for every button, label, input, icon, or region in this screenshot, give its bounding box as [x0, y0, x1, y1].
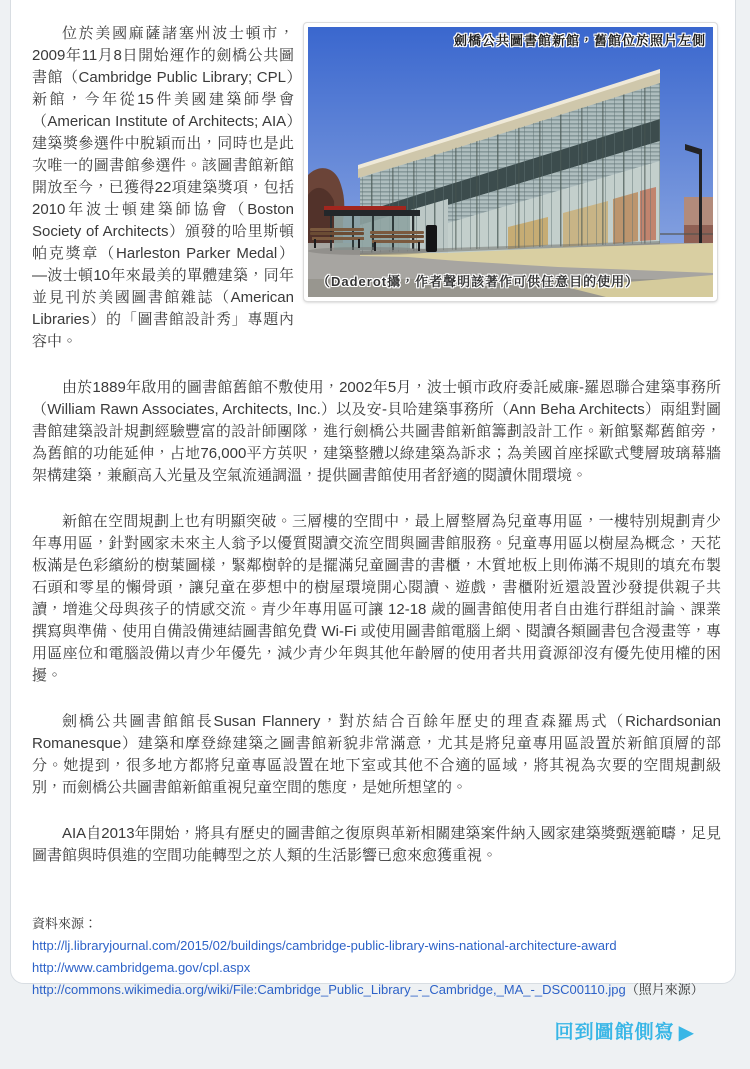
- paragraph-history: 由於1889年啟用的圖書館舊館不敷使用，2002年5月，波士頓市政府委託威廉-羅恩聯合建築事務所（William Rawn Associates, Architects, Inc.）以及安-貝哈建築事務所（Ann Beha Architects）兩組對圖書館建築設計規劃經驗豐富的設計師團隊，進行劍橋公共圖書館新館籌劃設計工作。新館緊鄰舊館旁，為舊館的功能延伸，占地76,000平方英呎，建築整體以綠建築為訴求；為美國首座採歐式雙層玻璃幕牆架構建築，兼顧高入光量及空氣流通調溫，提供圖書館使用者舒適的閱讀休閒環境。: [32, 379, 721, 484]
- photo-caption-bottom: （Daderot攝，作者聲明該著作可供任意目的使用）: [317, 274, 640, 289]
- article-content: [11, 0, 735, 1069]
- paragraph-director: 劍橋公共圖書館館長Susan Flannery，對於結合百餘年歷史的理查森羅馬式（Richardsonian Romanesque）建築和摩登綠建築之圖書館新貌非常滿意，尤其是將兒童專用區設置於新館頂層的部分。她提到，很多地方都將兒童專區設置在地下室或其他不合適的區域，將其視為次要的空間規劃級別，而劍橋公共圖書館新館重視兒童空間的態度，是她所想望的。: [32, 713, 721, 796]
- library-building-illustration: [308, 27, 713, 297]
- back-to-library-profile-link[interactable]: [555, 1022, 695, 1043]
- back-link-label: 回到圖館側寫: [554, 1022, 675, 1043]
- paragraph-aia: AIA自2013年開始，將具有歷史的圖書館之復原與革新相關建築案件納入國家建築獎甄選範疇，足見圖書館與時俱進的空間功能轉型之於人類的生活影響已愈來愈獲重視。: [32, 825, 721, 864]
- article-card: [10, 0, 736, 1044]
- footer-row: [32, 1017, 721, 1045]
- source-link-wikimedia[interactable]: http://commons.wikimedia.org/wiki/File:Cambridge_Public_Library_-_Cambridge,_MA_-_DSC00110.jpg: [32, 982, 626, 997]
- paragraph-intro: 位於美國麻薩諸塞州波士頓市，2009年11月8日開始運作的劍橋公共圖書館（Cambridge Public Library; CPL）新館，今年從15件美國建築師學會（American Institute of Architects; AIA）建築獎參選件中脫穎而出，同時也是此次唯一的圖書館參選件。該圖書館新館開放至今，已獲得22項建築獎項，包括2010年波士頓建築師協會（Boston Society of Architects）頒發的哈里斯頓帕克獎章（Harleston Parker Medal）—波士頓10年來最美的單體建築，同年並見刊於美國圖書館雜誌（American Libraries）的「圖書館設計秀」專題內容中。: [32, 25, 294, 350]
- sources-section: [32, 913, 721, 1001]
- paragraph-space-planning: 新館在空間規劃上也有明顯突破。三層樓的空間中，最上層整層為兒童專用區，一樓特別規劃青少年專用區，針對國家未來主人翁予以優質閱讀交流空間與圖書館服務。兒童專用區以樹屋為概念，天花板滿是色彩繽紛的樹葉圖樣，緊鄰樹幹的是擺滿兒童圖書的書櫃，木質地板上則佈滿不規則的填充布製石頭和零星的懶骨頭，讓兒童在夢想中的樹屋環境開心閱讀、遊戲，書櫃附近還設置沙發提供親子共讀，增進父母與孩子的情感交流。青少年專用區可讓 12-18 歲的圖書館使用者自由進行群組討論、課業撰寫與準備、使用自備設備連結圖書館免費 Wi-Fi 或使用圖書館電腦上網、閱讀各類圖書包含漫畫等，專用區座位和電腦設備以青少年優先，減少青少年與其他年齡層的使用者共用資源卻沒有優先使用權的困擾。: [32, 513, 721, 684]
- library-photo: [304, 23, 717, 301]
- photo-caption-top: 劍橋公共圖書館新館，舊館位於照片左側: [453, 33, 706, 48]
- source-link-cambridgema[interactable]: http://www.cambridgema.gov/cpl.aspx: [32, 960, 251, 975]
- sources-label: 資料來源：: [32, 916, 98, 931]
- play-arrow-icon: ▶: [678, 1022, 695, 1044]
- photo-source-note: （照片來源）: [625, 982, 704, 997]
- source-link-libraryjournal[interactable]: http://lj.libraryjournal.com/2015/02/buildings/cambridge-public-library-wins-national-architecture-award: [32, 938, 617, 953]
